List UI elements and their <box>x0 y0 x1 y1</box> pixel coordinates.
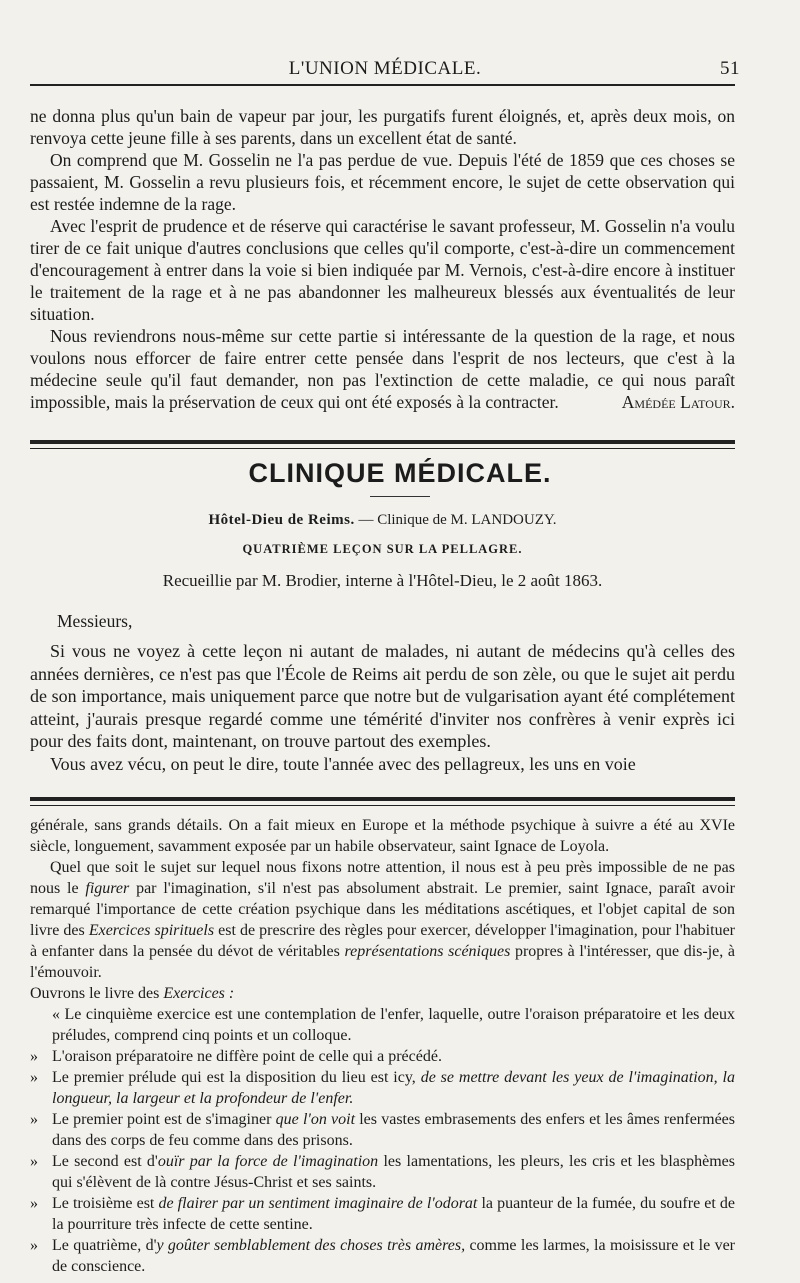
paragraph: Nous reviendrons nous-même sur cette partie si intéressante de la question de la rage, et nous voulons nous efforcer de faire entrer cette pensée dans l'esprit de nos lecteurs, que c'est à la médecine seule qu'il faut demander, non pas l'extinction de cette maladie, ce qui nous paraît impossible, mais la préservation de ceux qui ont été exposés à la contracter. <box>30 326 735 412</box>
section-rule <box>30 440 735 444</box>
section-title: CLINIQUE MÉDICALE. <box>248 458 552 488</box>
italic-run: figurer <box>85 880 130 897</box>
text-run: la puanteur de la fumée, du soufre et de la pourriture très infecte de cette sentine. <box>52 1195 736 1233</box>
quote-mark: » <box>30 1069 38 1086</box>
text-run: Le quatrième, d' <box>52 1237 157 1254</box>
header-rule <box>30 84 735 86</box>
italic-run: y goûter semblablement des choses très amères, <box>156 1237 466 1254</box>
feuilleton-body <box>30 815 735 1277</box>
quote-mark: » <box>30 1048 38 1065</box>
title-underline <box>370 496 430 497</box>
hospital-line <box>30 512 735 529</box>
feuilleton-rule <box>30 797 735 801</box>
paragraph: Avec l'esprit de prudence et de réserve qui caractérise le savant professeur, M. Gosselin n'a voulu tirer de ce fait unique d'autres conclusions que celles qu'il comporte, c'est-à-dire un commencement d'encouragement à entrer dans la voie si bien indiquée par M. Vernois, c'est-à-dire encore à instituer le traitement de la rage et à ne pas abandonner les malheureux blessés aux éventualités de leur situation. <box>30 216 735 324</box>
quote-mark: » <box>30 1153 38 1170</box>
lecture-title: QUATRIÈME LEÇON SUR LA PELLAGRE. <box>242 542 523 556</box>
page-number: 51 <box>720 58 740 79</box>
italic-run: de flairer par un sentiment imaginaire de l'odorat <box>158 1195 478 1212</box>
paragraph: Vous avez vécu, on peut le dire, toute l'année avec des pellagreux, les uns en voie <box>50 753 636 774</box>
running-header <box>30 58 740 80</box>
quote-paragraph: « Le cinquième exercice est une contemplation de l'enfer, laquelle, outre l'oraison préparatoire et les deux préludes, comprend cinq points et un colloque. <box>52 1006 735 1044</box>
text-run: Ouvrons le livre des <box>30 985 164 1002</box>
quote-paragraph <box>30 1067 735 1109</box>
feuilleton-rule-thin <box>30 805 735 806</box>
section-rule-thin <box>30 448 735 449</box>
paragraph <box>30 857 735 983</box>
paragraph <box>30 983 735 1004</box>
text-run: L'oraison préparatoire ne diffère point de celle qui a précédé. <box>52 1048 442 1065</box>
italic-run: de se mettre devant les yeux de l'imagination, la longueur, la largeur et la profondeur de l'enfer. <box>52 1069 736 1107</box>
text-run: les vastes embrasements des enfers et les âmes renfermées dans des corps de feu comme dans des prisons. <box>52 1111 735 1149</box>
hospital-name: Hôtel-Dieu de Reims. <box>208 512 355 528</box>
salutation: Messieurs, <box>57 611 133 631</box>
text-run: Le premier prélude qui est la disposition du lieu est icy, <box>52 1069 421 1086</box>
clinic-name: — Clinique de M. LANDOUZY. <box>354 512 557 528</box>
byline: Recueillie par M. Brodier, interne à l'Hôtel-Dieu, le 2 août 1863. <box>162 571 603 590</box>
lecture-body <box>30 640 735 776</box>
text-run: comme les larmes, la moisissure et le ver de conscience. <box>52 1237 735 1275</box>
author-signature: Amédée Latour. <box>621 392 735 412</box>
quote-mark: » <box>30 1195 38 1212</box>
italic-run: que l'on voit <box>275 1111 356 1128</box>
paragraph: générale, sans grands détails. On a fait mieux en Europe et la méthode psychique à suivre a été au XVIe siècle, longuement, savamment exposée par un habile observateur, saint Ignace de Loyola. <box>30 817 735 855</box>
text-run: Le second est d' <box>52 1153 158 1170</box>
quote-paragraph <box>30 1151 735 1193</box>
quote-paragraph <box>30 1046 735 1067</box>
italic-run: Exercices spirituels <box>88 922 215 939</box>
italic-run: représentations scéniques <box>344 943 511 960</box>
text-run: propres à l'intéresser, que dis-je, à l'émouvoir. <box>30 943 735 981</box>
text-run: Le premier point est de s'imaginer <box>52 1111 276 1128</box>
paragraph: Si vous ne voyez à cette leçon ni autant de malades, ni autant de médecins qu'à celles des années dernières, ce n'est pas que l'École de Reims ait perdu de son zèle, ou que le sujet ait perdu de son importance, mais uniquement parce que notre but de vulgarisation ayant été complétement atteint, j'aurais presque regardé comme une témérité d'inviter nos confrères à venir exprès ici pour des faits dont, maintenant, on trouve partout des exemples. <box>30 641 735 752</box>
quote-paragraph <box>30 1193 735 1235</box>
italic-run: Exercices : <box>163 985 235 1002</box>
text-run: les lamentations, les pleurs, les cris et les blasphèmes qui s'élèvent de là contre Jésus-Christ et ses saints. <box>52 1153 736 1191</box>
paragraph: On comprend que M. Gosselin ne l'a pas perdue de vue. Depuis l'été de 1859 que ces choses se passaient, M. Gosselin a revu plusieurs fois, et récemment encore, le sujet de cette observation qui est restée indemne de la rage. <box>30 150 735 214</box>
text-run: est de prescrire des règles pour exercer, développer l'imagination, pour l'habituer à enfanter dans la pensée du dévot de véritables <box>30 922 736 960</box>
quote-paragraph <box>30 1109 735 1151</box>
text-run: Le troisième est <box>52 1195 159 1212</box>
quote-mark: » <box>30 1237 38 1254</box>
paragraph: ne donna plus qu'un bain de vapeur par jour, les purgatifs furent éloignés, et, après deux mois, on renvoya cette jeune fille à ses parents, dans un excellent état de santé. <box>30 106 735 148</box>
text-run: par l'imagination, s'il n'est pas absolument abstrait. Le premier, saint Ignace, paraît avoir remarqué l'importance de cette création psychique dans les méditations ascétiques, et l'objet capital de son livre des <box>30 880 735 939</box>
quote-paragraph <box>30 1235 735 1277</box>
text-run: Quel que soit le sujet sur lequel nous fixons notre attention, il nous est à peu près impossible de ne pas nous le <box>30 859 735 897</box>
article-continuation <box>30 105 735 413</box>
italic-run: ouïr par la force de l'imagination <box>157 1153 379 1170</box>
journal-title: L'UNION MÉDICALE. <box>288 58 482 79</box>
quote-mark: » <box>30 1111 38 1128</box>
